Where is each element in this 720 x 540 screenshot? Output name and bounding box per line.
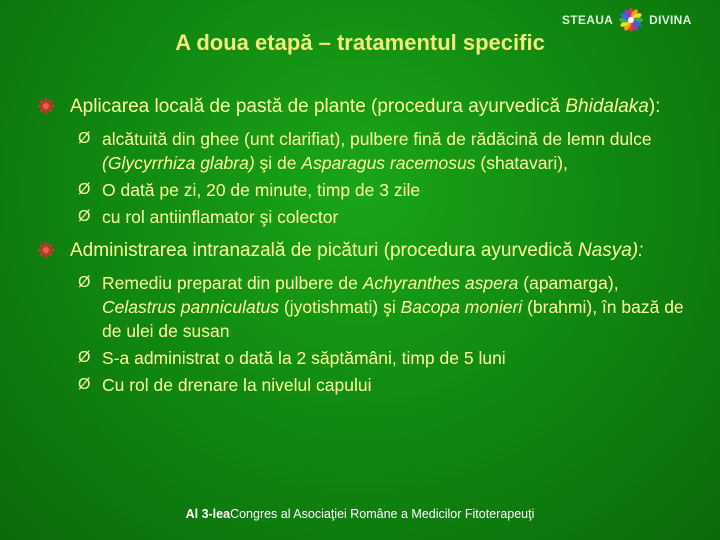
arrow-bullet-icon: Ø (78, 274, 91, 291)
arrow-bullet-icon: Ø (78, 349, 91, 366)
footer-bold: Al 3-lea (185, 507, 231, 521)
bullet-text: Aplicarea locală de pastă de plante (procedura ayurvedică Bhidalaka): (70, 96, 661, 117)
bullet-item (38, 95, 688, 119)
sub-bullet-item (38, 205, 688, 229)
arrow-bullet-icon: Ø (78, 208, 91, 225)
sub-bullet-text: Cu rol de drenare la nivelul capului (102, 375, 372, 395)
sub-bullet-item (38, 178, 688, 202)
arrow-bullet-icon: Ø (78, 130, 91, 147)
sub-bullet-text: Remediu preparat din pulbere de Achyranthes aspera (apamarga), Celastrus panniculatus (jyotishmati) şi Bacopa monieri (brahmi), în bază de de ulei de susan (102, 273, 684, 341)
bullet-text: Administrarea intranazală de picături (procedura ayurvedică Nasya): (70, 240, 644, 261)
logo-text-right: DIVINA (649, 13, 692, 27)
bullet-emphasis: Bhidalaka (565, 96, 649, 117)
sub-bullet-text: alcătuită din ghee (unt clarifiat), pulbere fină de rădăcină de lemn dulce (Glycyrrhiza glabra) şi de Asparagus racemosus (shatavari), (102, 129, 652, 173)
slide-footer (0, 507, 720, 521)
sub-bullet-text: S-a administrat o dată la 2 săptămâni, timp de 5 luni (102, 348, 506, 368)
arrow-bullet-icon: Ø (78, 181, 91, 198)
star-bullet-icon (38, 97, 54, 113)
bullet-emphasis: Nasya): (577, 240, 644, 261)
sub-bullet-text: O dată pe zi, 20 de minute, timp de 3 zile (102, 180, 421, 200)
star-bullet-icon (38, 241, 54, 257)
footer-text: Congres al Asociaţiei Române a Medicilor Fitoterapeuţi (230, 507, 535, 521)
sub-bullet-item (38, 271, 688, 343)
sub-bullet-item (38, 373, 688, 397)
sub-bullet-item (38, 127, 688, 175)
logo-text-left: STEAUA (562, 13, 614, 27)
sub-bullet-item (38, 346, 688, 370)
sub-bullet-text: cu rol antiinflamator şi colector (102, 207, 339, 227)
slide-title: A doua etapă – tratamentul specific (175, 30, 545, 55)
bullet-item (38, 239, 688, 263)
slide-content (38, 95, 688, 397)
arrow-bullet-icon: Ø (78, 376, 91, 393)
